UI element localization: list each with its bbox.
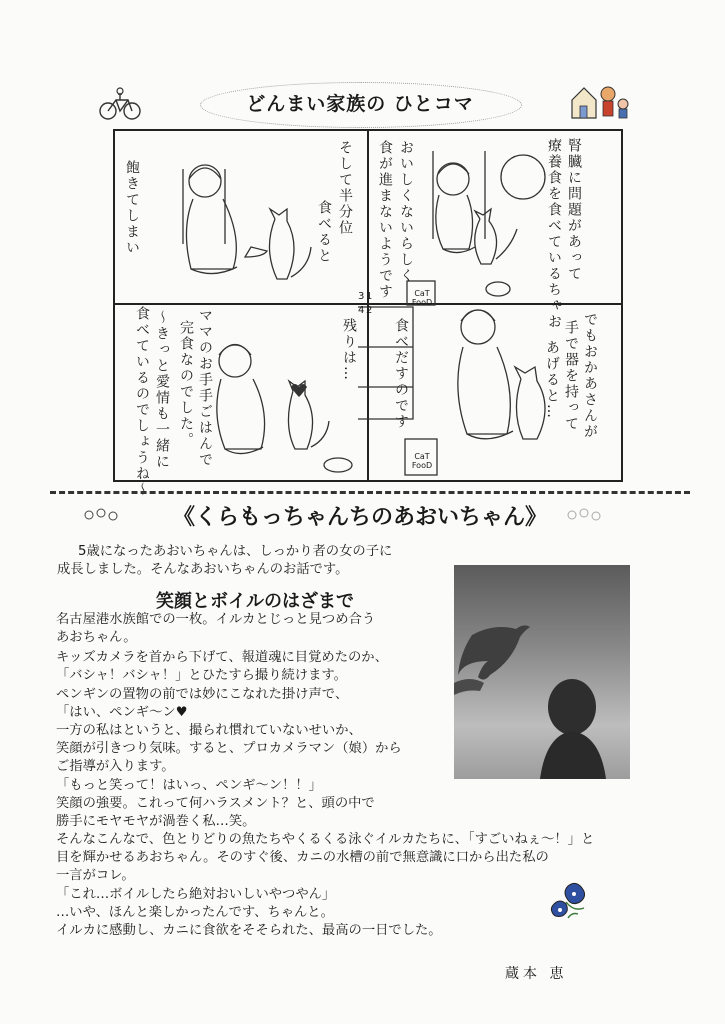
panel9-text-2: 食べているのでしょうね～ [134,306,150,498]
body-line: キッズカメラを首から下げて、報道魂に目覚めたのか、 [56,650,388,665]
subheading: 笑顔とボイルのはざまで [156,591,354,612]
intro-line-1: 5歳になったあおいちゃんは、しっかり者の女の子に [78,544,393,559]
body-line: 「バシャ！バシャ！」とひたすら撮り続けます。 [56,668,347,683]
cat-food-bag-label: CaT FooD [411,289,433,307]
panel9-text-1: ～きっと愛情も一緒に [154,310,170,470]
body-line: 「これ…ボイルしたら絶対おいしいやつやん」 [56,887,336,902]
panel1-text-1: 腎臓に問題があって [566,138,582,282]
morning-glory-doodle-icon [544,878,592,926]
panel2-text-2: 食が進まないようです [377,140,393,300]
panel2-text-1: おいしくないらしく [398,140,414,284]
panel5-text-2: 手で器を持って [563,320,579,432]
dolphin-and-child-silhouette [454,565,630,779]
body-line: 一方の私はというと、撮られ慣れていないせいか、 [56,723,362,738]
body-line: 笑顔の強要。これって何ハラスメント？と、頭の中で [56,796,375,811]
panel5-text-1: でもおかあさんが [582,312,598,440]
body-line: イルカに感動し、カニに食欲をそそられた、最高の一日でした。 [56,923,442,938]
body-line: そんなこんなで、色とりどりの魚たちやくるくる泳ぐイルカたちに、「すごいねぇ～！」と [56,832,595,847]
intro-line-2: 成長しました。そんなあおいちゃんのお話です。 [57,562,349,577]
body-line: 「はい、ペンギ～ン♥ [56,705,188,720]
author-name: 蔵本 恵 [505,966,568,982]
panel8-text-2: 完食なのでした。 [178,320,194,448]
cat-food-bag-label: CaT FooD [411,452,433,470]
flower-doodle-icon [566,507,606,523]
bicycle-doodle-icon [98,86,142,122]
panel7-text-1: 残りは… [341,318,357,382]
panel4-text-1: 飽きてしまい [124,160,140,256]
house-characters-doodle-icon [568,78,632,122]
manga-title: どんまい家族の ひとコマ [246,93,474,115]
panel1-text-2: 療養食を食べているちゃお [546,138,562,330]
panel6-text-1: 食べだすのです [393,318,409,430]
panel-number: 1 [366,291,373,302]
panel3-text-2: 食べると [316,200,332,264]
body-line: ペンギンの置物の前では妙にこなれた掛け声で、 [56,687,349,702]
body-line: 笑顔が引きつり気味。すると、プロカメラマン（娘）から [56,741,402,756]
panel3-text-1: そして半分位 [337,140,353,236]
panel5-text-3: あげると… [544,340,560,420]
body-line: 目を輝かせるあおちゃん。そのすぐ後、カニの水槽の前で無意識に口から出た私の [56,850,549,865]
body-line: あおちゃん。 [56,630,137,645]
panel8-text-1: ママのお手手ごはんで [197,308,213,468]
body-line: 一言がコレ。 [56,868,135,883]
panel-number: 2 [366,305,373,316]
body-line: 「もっと笑って！はいっ、ペンギ～ン！！」 [56,778,322,793]
body-line: ご指導が入ります。 [56,759,175,774]
aquarium-photo [454,565,630,779]
panel-number: 4 [358,305,365,316]
body-line: …いや、ほんと楽しかったんです、ちゃんと。 [56,905,334,920]
panel-number: 3 [358,291,365,302]
body-line: 勝手にモヤモヤが渦巻く私…笑。 [56,814,256,829]
section-divider [50,491,690,494]
body-line: 名古屋港水族館での一枚。イルカとじっと見つめ合う [56,612,376,627]
article-heading: 《くらもっちゃんちのあおいちゃん》 [172,505,547,530]
